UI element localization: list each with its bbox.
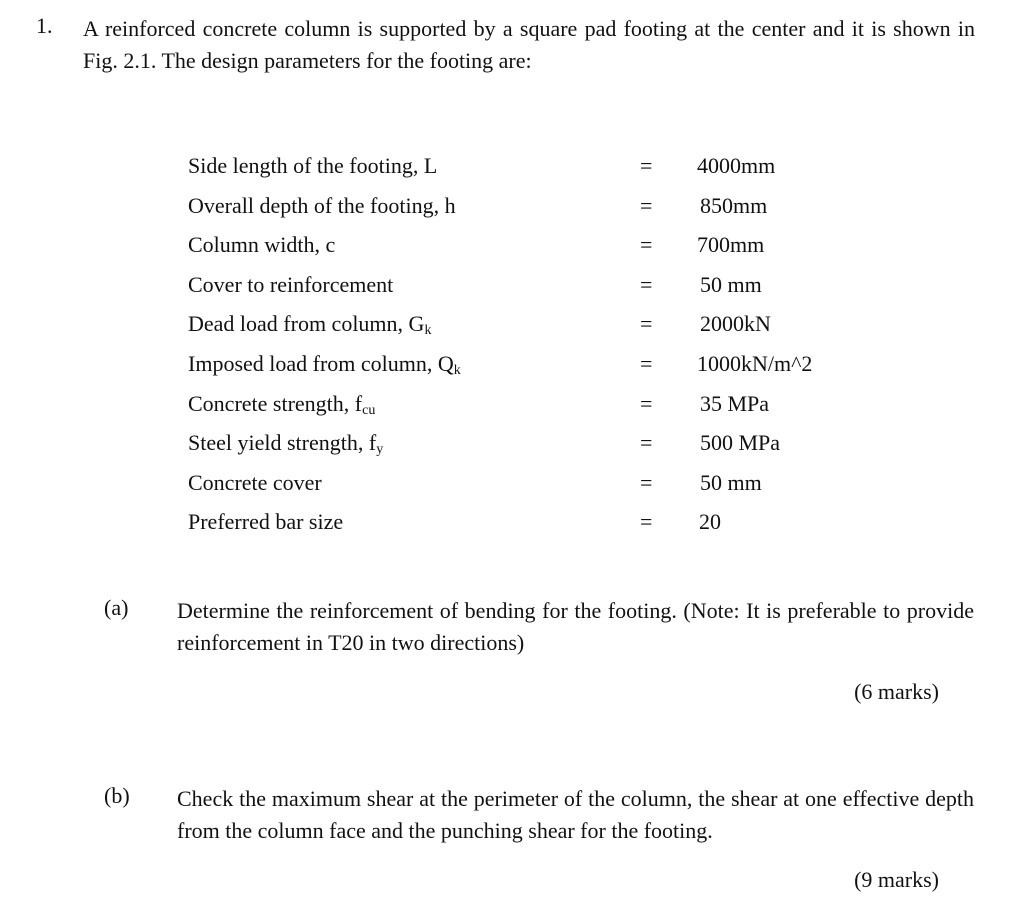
equals-sign: = <box>640 351 653 376</box>
equals-sign: = <box>640 153 653 178</box>
parameter-value: 1000kN/m^2 <box>697 351 813 376</box>
parameter-label-text: Concrete strength, f <box>188 391 363 416</box>
parameter-label-text: Dead load from column, G <box>188 311 425 336</box>
parameter-row <box>0 470 1009 502</box>
parameter-row <box>0 153 1009 185</box>
equals-sign: = <box>640 391 653 416</box>
parameter-value: 20 <box>699 509 721 534</box>
parameter-row <box>0 509 1009 541</box>
equals-sign: = <box>640 470 653 495</box>
part-text: Check the maximum shear at the perimeter of the column, the shear at one effective depth from the column face and the punching shear for the footing. <box>177 786 974 843</box>
parameter-row <box>0 430 1009 462</box>
part-label: (a) <box>104 595 129 620</box>
parameter-row <box>0 232 1009 264</box>
equals-sign: = <box>640 430 653 455</box>
question-number: 1. <box>36 13 53 38</box>
parameter-row <box>0 272 1009 304</box>
parameter-label: Concrete cover <box>188 470 322 495</box>
parameter-value: 500 MPa <box>700 430 781 455</box>
part-text: Determine the reinforcement of bending for the footing. (Note: It is preferable to provide reinforcement in T20 in two directions) <box>177 598 974 655</box>
equals-sign: = <box>640 311 653 336</box>
parameter-label: Overall depth of the footing, h <box>188 193 456 218</box>
parameter-row <box>0 311 1009 343</box>
parameter-label <box>188 351 461 379</box>
parameter-label <box>188 391 375 419</box>
parameter-value: 35 MPa <box>700 391 770 416</box>
parameter-label: Preferred bar size <box>188 509 344 534</box>
parameter-value: 50 mm <box>700 470 762 495</box>
parameter-label-subscript: k <box>424 323 432 338</box>
parameter-row <box>0 391 1009 423</box>
parameter-label-text: Imposed load from column, Q <box>188 351 454 376</box>
parameter-label <box>188 430 383 458</box>
equals-sign: = <box>640 232 653 257</box>
parameter-label-subscript: k <box>453 363 461 378</box>
parameter-label <box>188 311 431 339</box>
parameter-value: 700mm <box>697 232 765 257</box>
parameter-value: 4000mm <box>697 153 776 178</box>
parameter-label: Cover to reinforcement <box>188 272 394 297</box>
equals-sign: = <box>640 272 653 297</box>
question-intro: A reinforced concrete column is supported by a square pad footing at the center and it is shown in Fig. 2.1. The design parameters for the footing are: <box>83 16 975 73</box>
parameter-label: Side length of the footing, L <box>188 153 438 178</box>
parameter-value: 2000kN <box>700 311 771 336</box>
marks-label: (6 marks) <box>854 679 939 704</box>
parameter-row <box>0 193 1009 225</box>
parameter-label-subscript: y <box>376 442 384 457</box>
equals-sign: = <box>640 193 653 218</box>
parameter-label-text: Steel yield strength, f <box>188 430 377 455</box>
parameter-row <box>0 351 1009 383</box>
equals-sign: = <box>640 509 653 534</box>
parameter-value: 50 mm <box>700 272 762 297</box>
parameter-label-subscript: cu <box>362 403 376 418</box>
marks-label: (9 marks) <box>854 867 939 892</box>
part-label: (b) <box>104 783 130 808</box>
parameter-label: Column width, c <box>188 232 336 257</box>
parameter-value: 850mm <box>700 193 768 218</box>
